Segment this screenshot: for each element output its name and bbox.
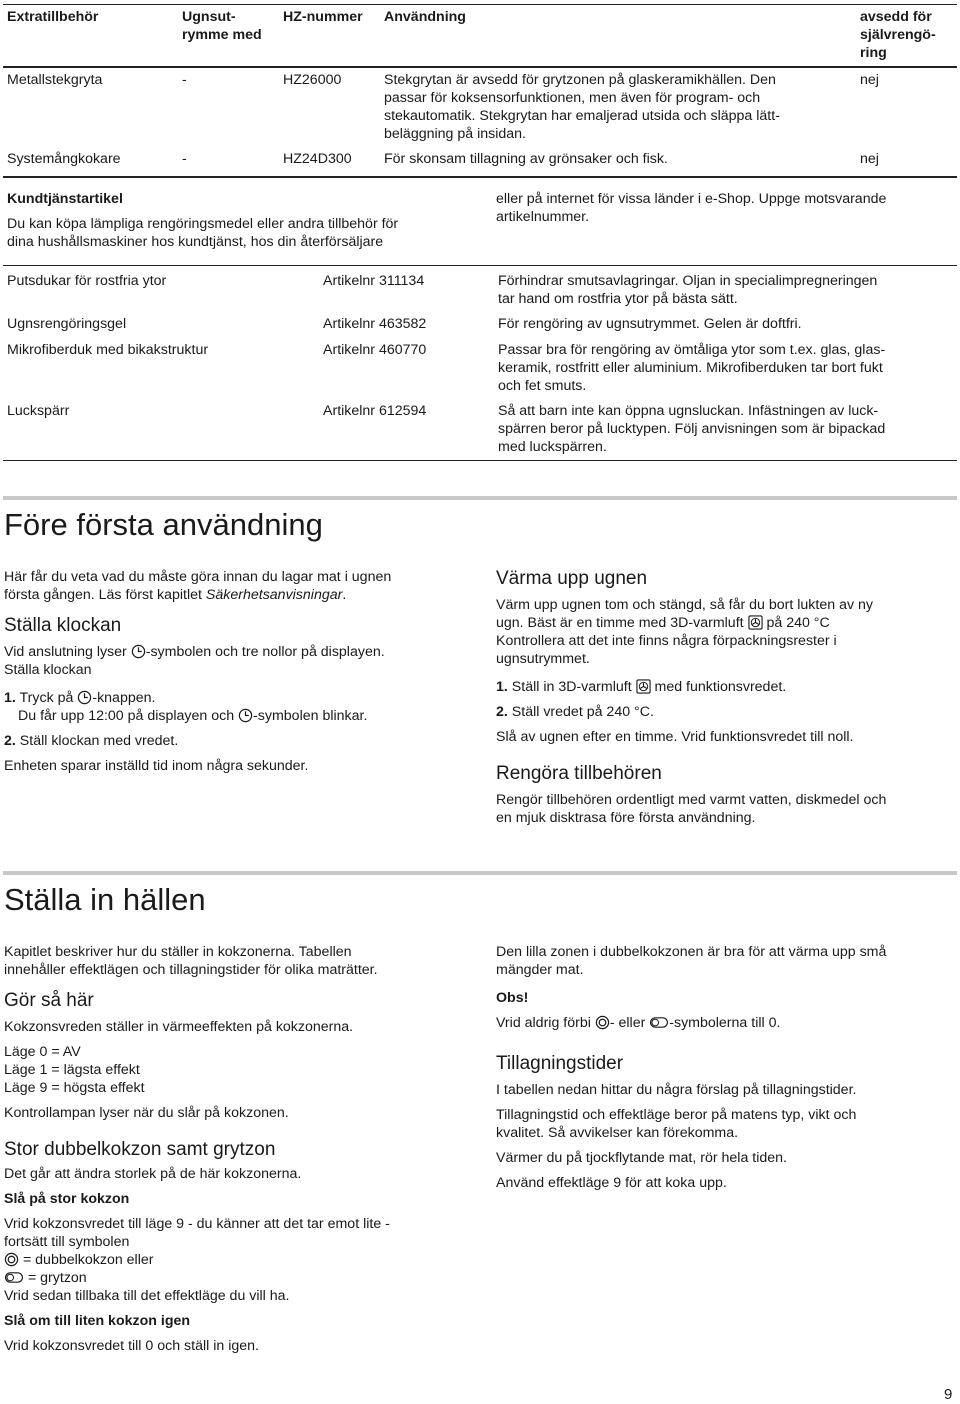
accessory-name: Systemångkokare xyxy=(7,151,121,167)
table-header-rule xyxy=(3,66,957,68)
heat-text: Kontrollera att det inte finns några förpackningsrester i xyxy=(496,633,837,649)
level-line: Läge 9 = högsta effekt xyxy=(4,1080,145,1096)
header-hz-nummer: HZ-nummer xyxy=(283,9,363,25)
clock-step-1: 1. Tryck på -knappen. xyxy=(4,690,156,706)
subheading: Slå på stor kokzon xyxy=(4,1191,130,1207)
accessory-hz: HZ24D300 xyxy=(283,151,352,167)
small-zone-text: Den lilla zonen i dubbelkokzonen är bra för att värma upp små xyxy=(496,944,887,960)
accessory-hz: HZ26000 xyxy=(283,72,342,88)
section-divider xyxy=(3,496,957,500)
warning-text: Vrid aldrig förbi - eller -symbolerna till 0. xyxy=(496,1015,781,1031)
intro-line: Kapitlet beskriver hur du ställer in kokzonerna. Tabellen xyxy=(4,944,352,960)
articles-top-rule xyxy=(3,265,957,266)
howto-text: Kontrollampan lyser när du slår på kokzonen. xyxy=(4,1105,289,1121)
heat-heading: Värma upp ugnen xyxy=(496,568,648,589)
header-extratillbehor: Extratillbehör xyxy=(7,9,99,25)
heat-text: ugn. Bäst är en timme med 3D-varmluft på 240 °C xyxy=(496,615,830,631)
double-zone-text: Vrid kokzonsvredet till 0 och ställ in igen. xyxy=(4,1338,259,1354)
article-desc: För rengöring av ugnsutrymmet. Gelen är doftfri. xyxy=(498,316,802,332)
accessory-usage: Stekgrytan är avsedd för grytzonen på glaskeramikhällen. Den passar för koksensorfunktionen, men även för program- och stekautomatik. Stekgrytan har emaljerad utsida och släppa lätt- beläggning på insidan. xyxy=(384,72,780,142)
clock-heading: Ställa klockan xyxy=(4,615,122,636)
small-zone-text: mängder mat. xyxy=(496,962,584,978)
double-zone-text: = grytzon xyxy=(4,1269,474,1287)
header-ugnsutrymme: Ugnsut- rymme med xyxy=(182,9,262,43)
clock-icon xyxy=(238,708,253,723)
double-zone-text: fortsätt till symbolen xyxy=(4,1234,130,1250)
article-number: Artikelnr 311134 xyxy=(323,273,425,289)
section-title: Ställa in hällen xyxy=(4,882,206,917)
double-zone-text: Det går att ändra storlek på de här kokzonerna. xyxy=(4,1166,302,1182)
times-text: Använd effektläge 9 för att koka upp. xyxy=(496,1175,727,1191)
section1-left-column xyxy=(4,568,474,775)
section-title: Före första användning xyxy=(4,507,323,542)
accessory-oven: - xyxy=(182,72,187,88)
table-top-rule xyxy=(3,4,957,5)
roaster-zone-icon xyxy=(649,1015,669,1030)
article-desc: Förhindrar smutsavlagringar. Oljan in specialimpregneringen tar hand om rostfria ytor på bästa sätt. xyxy=(498,273,878,307)
double-zone-icon xyxy=(4,1252,19,1267)
double-zone-heading: Stor dubbelkokzon samt grytzon xyxy=(4,1139,276,1160)
clock-text: Ställa klockan xyxy=(4,662,92,678)
article-number: Artikelnr 460770 xyxy=(323,342,427,358)
warning-label: Obs! xyxy=(496,990,529,1006)
clock-icon xyxy=(77,690,92,705)
heat-text: ugnsutrymmet. xyxy=(496,651,590,667)
times-text: Tillagningstid och effektläge beror på matens typ, vikt och xyxy=(496,1107,857,1123)
section2-right-column xyxy=(496,943,956,1192)
clock-after-text: Enheten sparar inställd tid inom några sekunder. xyxy=(4,758,309,774)
customer-service-heading: Kundtjänstartikel xyxy=(7,191,123,207)
intro-line: första gången. Läs först kapitlet Säkerhetsanvisningar. xyxy=(4,587,347,603)
article-name: Mikrofiberduk med bikakstruktur xyxy=(7,342,209,358)
article-desc: Så att barn inte kan öppna ugnsluckan. Infästningen av luck- spärren beror på lucktypen. Följ anvisningen som är bipackad med luckspärren. xyxy=(498,403,886,455)
accessory-usage: För skonsam tillagning av grönsaker och fisk. xyxy=(384,151,668,167)
accessory-name: Metallstekgryta xyxy=(7,72,103,88)
page-number: 9 xyxy=(944,1386,953,1403)
clean-text: Rengör tillbehören ordentligt med varmt vatten, diskmedel och xyxy=(496,792,887,808)
clock-step-1-result: Du får upp 12:00 på displayen och -symbolen blinkar. xyxy=(18,708,368,724)
heat-text: Värm upp ugnen tom och stängd, så får du bort lukten av ny xyxy=(496,597,873,613)
heat-step-1: 1. Ställ in 3D-varmluft med funktionsvredet. xyxy=(496,679,787,695)
accessory-oven: - xyxy=(182,151,187,167)
section-divider xyxy=(3,871,957,875)
accessory-selfclean: nej xyxy=(860,151,879,167)
article-number: Artikelnr 463582 xyxy=(323,316,427,332)
article-name: Putsdukar för rostfria ytor xyxy=(7,273,167,289)
howto-heading: Gör så här xyxy=(4,990,94,1011)
article-desc: Passar bra för rengöring av ömtåliga ytor som t.ex. glas, glas- keramik, rostfritt eller aluminium. Mikrofiberduken tar bort fukt och fet smuts. xyxy=(498,342,886,394)
table-bottom-rule xyxy=(3,176,957,178)
articles-bottom-rule xyxy=(3,460,957,461)
section1-right-column xyxy=(496,567,956,827)
intro-line: Här får du veta vad du måste göra innan du lagar mat i ugnen xyxy=(4,569,392,585)
double-zone-text: = dubbelkokzon eller xyxy=(4,1251,474,1269)
clean-text: en mjuk disktrasa före första användning. xyxy=(496,810,756,826)
level-line: Läge 1 = lägsta effekt xyxy=(4,1062,140,1078)
customer-service-text-right: eller på internet för vissa länder i e-Shop. Uppge motsvarande artikelnummer. xyxy=(496,191,887,225)
double-zone-text: Vrid kokzonsvredet till läge 9 - du känner att det tar emot lite - xyxy=(4,1216,390,1232)
hot-air-fan-icon xyxy=(636,679,651,694)
howto-text: Kokzonsvreden ställer in värmeeffekten på kokzonerna. xyxy=(4,1019,354,1035)
customer-service-text-left: Du kan köpa lämpliga rengöringsmedel eller andra tillbehör för dina hushållsmaskiner hos kundtjänst, hos din återförsäljare xyxy=(7,216,399,250)
hot-air-fan-icon xyxy=(748,615,763,630)
roaster-zone-icon xyxy=(4,1270,24,1285)
subheading: Slå om till liten kokzon igen xyxy=(4,1313,191,1329)
article-number: Artikelnr 612594 xyxy=(323,403,427,419)
header-anvandning: Användning xyxy=(384,9,466,25)
section2-left-column xyxy=(4,943,474,1355)
times-text: I tabellen nedan hittar du några förslag på tillagningstider. xyxy=(496,1082,857,1098)
heat-after-text: Slå av ugnen efter en timme. Vrid funktionsvredet till noll. xyxy=(496,729,854,745)
clock-icon xyxy=(131,644,146,659)
clock-text: Vid anslutning lyser -symbolen och tre nollor på displayen. xyxy=(4,644,385,660)
double-zone-icon xyxy=(595,1015,610,1030)
article-name: Ugnsrengöringsgel xyxy=(7,316,127,332)
times-text: kvalitet. Så avvikelser kan förekomma. xyxy=(496,1125,739,1141)
article-name: Luckspärr xyxy=(7,403,70,419)
level-line: Läge 0 = AV xyxy=(4,1044,81,1060)
times-text: Värmer du på tjockflytande mat, rör hela tiden. xyxy=(496,1150,787,1166)
header-sjalvrengoring: avsedd för självrengö- ring xyxy=(860,9,936,61)
clock-step-2: 2. Ställ klockan med vredet. xyxy=(4,733,179,749)
intro-line: innehåller effektlägen och tillagningstider för olika maträtter. xyxy=(4,962,378,978)
heat-step-2: 2. Ställ vredet på 240 °C. xyxy=(496,704,654,720)
double-zone-text: Vrid sedan tillbaka till det effektläge du vill ha. xyxy=(4,1288,290,1304)
clean-heading: Rengöra tillbehören xyxy=(496,763,662,784)
times-heading: Tillagningstider xyxy=(496,1053,624,1074)
accessory-selfclean: nej xyxy=(860,72,879,88)
